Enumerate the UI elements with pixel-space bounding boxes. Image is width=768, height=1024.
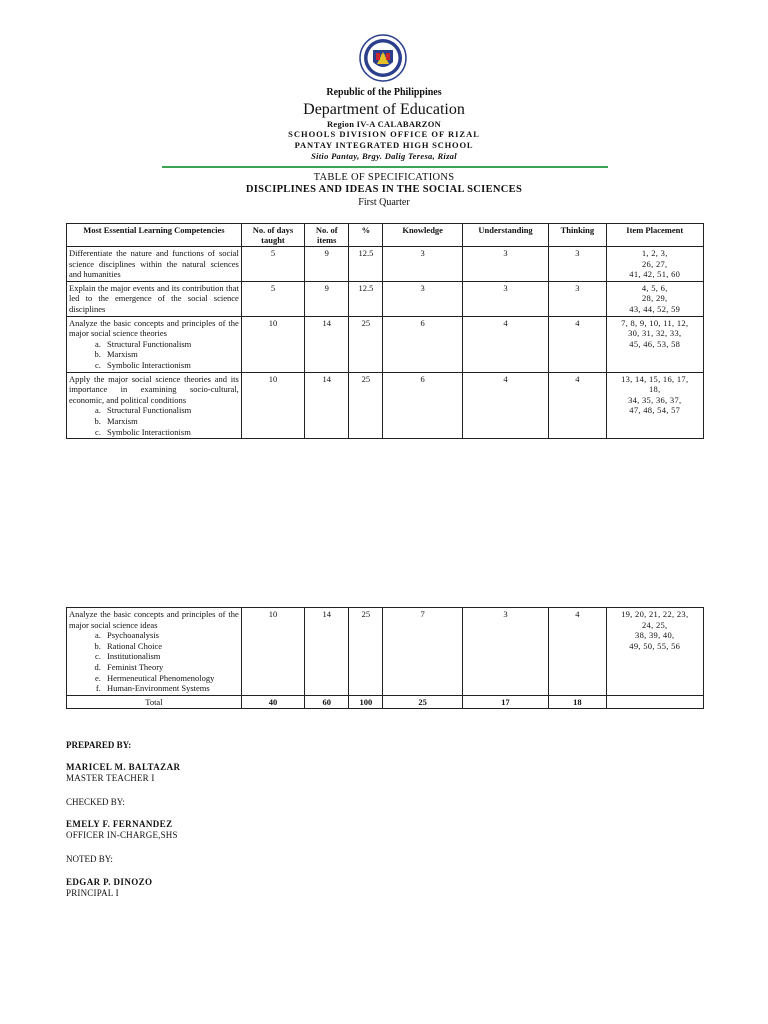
percent-cell: 12.5 — [349, 281, 383, 316]
table-body-part1 — [67, 247, 704, 439]
items-cell: 14 — [305, 372, 349, 439]
understanding-cell: 4 — [462, 372, 548, 439]
thinking-cell: 3 — [549, 281, 606, 316]
thinking-cell: 4 — [549, 316, 606, 372]
items-cell: 14 — [305, 608, 349, 696]
competency-subitem: c. Institutionalism — [103, 651, 239, 662]
column-header: Item Placement — [606, 224, 704, 247]
knowledge-cell: 6 — [383, 372, 462, 439]
item-placement-line: 4, 5, 6, — [641, 282, 668, 293]
competency-text: Differentiate the nature and functions of social science disciplines within the natural sciences and humanities — [69, 248, 239, 280]
item-placement-line: 47, 48, 54, 57 — [629, 405, 681, 416]
total-understanding: 17 — [462, 695, 548, 708]
percent-cell: 12.5 — [349, 247, 383, 282]
total-thinking: 18 — [549, 695, 606, 708]
noted-by-name: EDGAR P. DINOZO — [66, 877, 153, 887]
table-row — [67, 281, 704, 316]
competency-subitem: b. Marxism — [103, 416, 239, 427]
items-cell: 14 — [305, 316, 349, 372]
competency-subitems — [69, 630, 239, 694]
table-row — [67, 247, 704, 282]
column-header: No. of days taught — [241, 224, 304, 247]
competency-subitem: a. Psychoanalysis — [103, 630, 239, 641]
specifications-table-continued — [66, 607, 704, 709]
specifications-table — [66, 223, 704, 439]
header-department: Department of Education — [303, 101, 465, 118]
competency-subitem: b. Marxism — [103, 349, 239, 360]
column-header: % — [349, 224, 383, 247]
total-items: 60 — [305, 695, 349, 708]
table-row — [67, 316, 704, 372]
competency-text: Analyze the basic concepts and principles of the major social science theories — [69, 317, 239, 339]
item-placement-cell — [606, 281, 704, 316]
competency-cell — [67, 247, 242, 282]
days-cell: 10 — [241, 608, 304, 696]
total-placement — [606, 695, 704, 708]
percent-cell: 25 — [349, 316, 383, 372]
thinking-cell: 4 — [549, 608, 606, 696]
column-header: No. of items — [305, 224, 349, 247]
table-row — [67, 608, 704, 696]
total-days: 40 — [241, 695, 304, 708]
item-placement-line: 30, 31, 32, 33, — [628, 328, 682, 339]
header-republic: Republic of the Philippines — [326, 87, 442, 98]
checked-by-name: EMELY F. FERNANDEZ — [66, 819, 173, 829]
days-cell: 10 — [241, 372, 304, 439]
competency-text: Explain the major events and its contribution that led to the emergence of the social science disciplines — [69, 282, 239, 314]
item-placement-cell — [606, 608, 704, 696]
competency-text: Analyze the basic concepts and principles of the major social science ideas — [69, 609, 239, 630]
days-cell: 10 — [241, 316, 304, 372]
header-region: Region IV-A CALABARZON — [326, 119, 442, 129]
competency-subitem: a. Structural Functionalism — [103, 405, 239, 416]
competency-subitem: c. Symbolic Interactionism — [103, 360, 239, 371]
header-school: PANTAY INTEGRATED HIGH SCHOOL — [294, 140, 474, 150]
prepared-by-name: MARICEL M. BALTAZAR — [66, 762, 181, 772]
item-placement-line: 19, 20, 21, 22, 23, — [621, 609, 689, 619]
item-placement-line: 41, 42, 51, 60 — [629, 269, 681, 280]
prepared-by-position: MASTER TEACHER I — [66, 773, 155, 783]
item-placement-line: 1, 2, 3, — [641, 248, 668, 258]
deped-seal-logo — [359, 34, 407, 82]
item-placement-line: 26, 27, — [642, 258, 668, 269]
understanding-cell: 4 — [462, 316, 548, 372]
item-placement-line: 18, — [648, 384, 661, 395]
items-cell: 9 — [305, 247, 349, 282]
noted-by-label: NOTED BY: — [66, 854, 113, 864]
header-address: Sitio Pantay, Brgy. Dalig Teresa, Rizal — [311, 151, 457, 161]
prepared-by-text: PREPARED BY: — [66, 740, 132, 750]
column-header: Understanding — [462, 224, 548, 247]
checked-by-position: OFFICER IN-CHARGE,SHS — [66, 830, 178, 840]
understanding-cell: 3 — [462, 247, 548, 282]
document-quarter: First Quarter — [358, 197, 410, 208]
knowledge-cell: 3 — [383, 247, 462, 282]
column-header: Thinking — [549, 224, 606, 247]
competency-subitem: f. Human-Environment Systems — [103, 683, 239, 694]
competency-cell — [67, 372, 242, 439]
item-placement-line: 38, 39, 40, — [635, 630, 675, 641]
checked-by-label: CHECKED BY: — [66, 797, 125, 807]
thinking-cell: 3 — [549, 247, 606, 282]
item-placement-line: 34, 35, 36, 37, — [628, 394, 682, 405]
column-header: Most Essential Learning Competencies — [67, 224, 242, 247]
table-header-row — [67, 224, 704, 247]
total-label: Total — [67, 695, 242, 708]
items-cell: 9 — [305, 281, 349, 316]
item-placement-line: 45, 46, 53, 58 — [629, 338, 681, 349]
total-row — [67, 695, 704, 708]
knowledge-cell: 3 — [383, 281, 462, 316]
competency-subitems — [69, 405, 239, 437]
knowledge-cell: 6 — [383, 316, 462, 372]
prepared-by-label — [66, 740, 131, 750]
competency-text: Apply the major social science theories and its importance in examining socio-cultural, economic, and political conditions — [69, 373, 239, 405]
item-placement-cell — [606, 372, 704, 439]
total-percent: 100 — [349, 695, 383, 708]
column-header: Knowledge — [383, 224, 462, 247]
understanding-cell: 3 — [462, 608, 548, 696]
competency-subitem: b. Rational Choice — [103, 641, 239, 652]
item-placement-line: 24, 25, — [642, 619, 668, 630]
document-subject: DISCIPLINES AND IDEAS IN THE SOCIAL SCIENCES — [245, 184, 523, 195]
percent-cell: 25 — [349, 372, 383, 439]
table-row — [67, 372, 704, 439]
knowledge-cell: 7 — [383, 608, 462, 696]
competency-subitem: a. Structural Functionalism — [103, 339, 239, 350]
competency-cell — [67, 608, 242, 696]
competency-cell — [67, 281, 242, 316]
table-body-part2 — [67, 608, 704, 696]
competency-subitems — [69, 339, 239, 371]
item-placement-line: 7, 8, 9, 10, 11, 12, — [621, 317, 689, 328]
total-knowledge: 25 — [383, 695, 462, 708]
item-placement-line: 13, 14, 15, 16, 17, — [621, 373, 689, 384]
header-division: SCHOOLS DIVISION OFFICE OF RIZAL — [288, 129, 480, 139]
days-cell: 5 — [241, 247, 304, 282]
competency-subitem: d. Feminist Theory — [103, 662, 239, 673]
item-placement-cell — [606, 316, 704, 372]
thinking-cell: 4 — [549, 372, 606, 439]
item-placement-line: 43, 44, 52, 59 — [629, 303, 681, 314]
competency-subitem: c. Symbolic Interactionism — [103, 427, 239, 438]
competency-cell — [67, 316, 242, 372]
days-cell: 5 — [241, 281, 304, 316]
document-title: TABLE OF SPECIFICATIONS — [313, 172, 455, 183]
competency-subitem: e. Hermeneutical Phenomenology — [103, 673, 239, 684]
understanding-cell: 3 — [462, 281, 548, 316]
item-placement-cell — [606, 247, 704, 282]
item-placement-line: 49, 50, 55, 56 — [629, 640, 681, 651]
percent-cell: 25 — [349, 608, 383, 696]
item-placement-line: 28, 29, — [642, 293, 668, 304]
header-divider — [162, 166, 608, 168]
noted-by-position: PRINCIPAL I — [66, 888, 119, 898]
